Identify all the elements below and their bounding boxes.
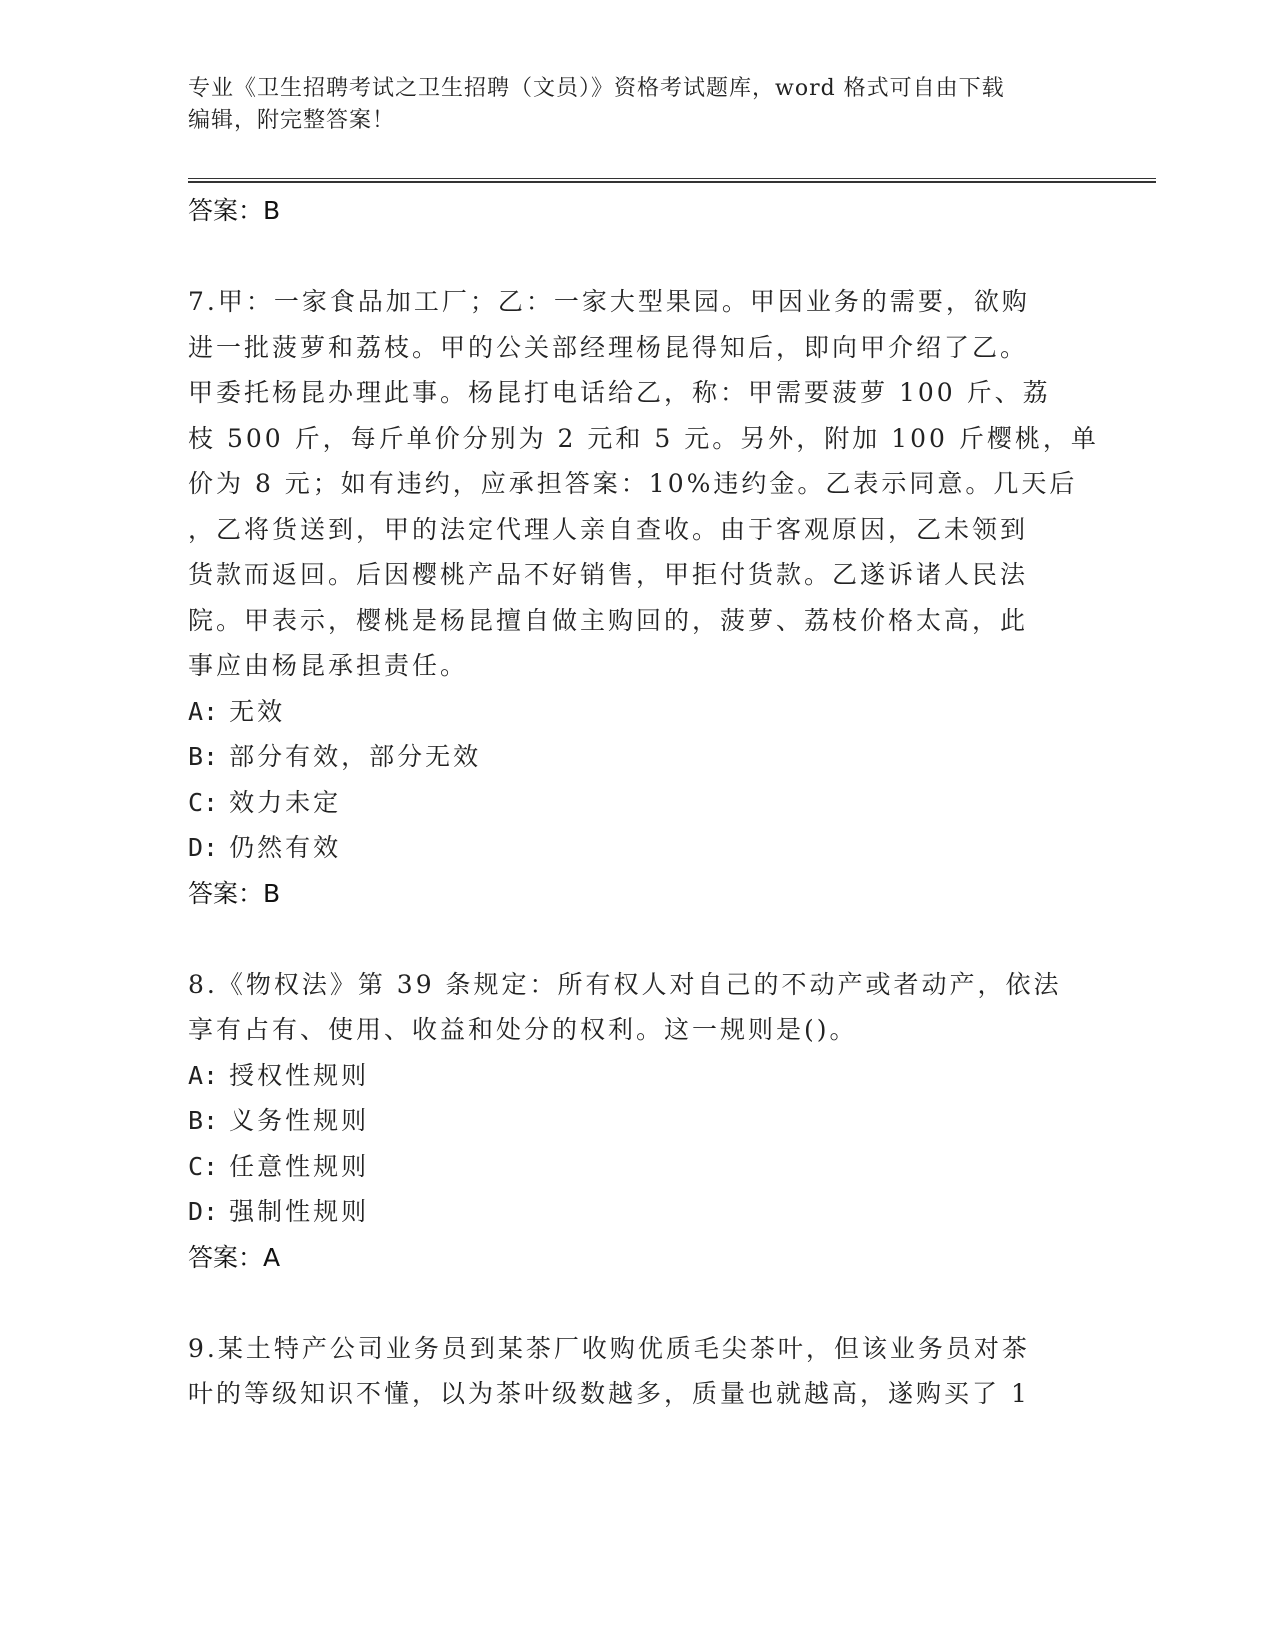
question-8-option-d [188,1189,1088,1235]
question-8-option-b [188,1098,1088,1144]
spacer [188,916,1088,962]
question-7-answer: 答案：B [188,878,281,908]
question-7-line-6: ，乙将货送到，甲的法定代理人亲自查收。由于客观原因，乙未领到 [188,514,1029,544]
option-letter: D: [188,1197,219,1226]
question-8-option-a [188,1053,1088,1099]
header-divider-thick [188,181,1156,183]
question-7-line-5: 价为 8 元；如有违约，应承担答案：10%违约金。乙表示同意。几天后 [188,469,1078,498]
header-divider-thin [188,178,1156,179]
question-8 [188,962,1088,1280]
question-7-line-2: 进一批菠萝和荔枝。甲的公关部经理杨昆得知后，即向甲介绍了乙。 [188,332,1029,362]
question-8-line-2: 享有占有、使用、收益和处分的权利。这一规则是()。 [188,1015,858,1044]
spacer [188,233,1088,279]
option-letter: A: [188,1060,219,1090]
header-line-2: 编辑，附完整答案！ [188,108,396,133]
option-text: 部分有效，部分无效 [229,742,482,771]
option-letter: D: [188,833,219,862]
question-7-option-c [188,780,1088,826]
question-7-option-d [188,825,1088,871]
option-text: 强制性规则 [229,1197,370,1226]
option-letter: C: [188,1151,219,1181]
question-7-line-1: 7.甲：一家食品加工厂；乙：一家大型果园。甲因业务的需要，欲购 [188,287,1030,316]
option-letter: A: [188,696,219,726]
option-letter: C: [188,787,219,817]
question-7-line-9: 事应由杨昆承担责任。 [188,651,469,680]
option-text: 授权性规则 [229,1060,370,1090]
question-9-line-1: 9.某土特产公司业务员到某茶厂收购优质毛尖茶叶，但该业务员对茶 [188,1333,1030,1363]
question-7-option-b [188,734,1088,780]
page-header [188,73,1088,137]
question-7-line-3: 甲委托杨昆办理此事。杨昆打电话给乙，称：甲需要菠萝 100 斤、荔 [188,378,1051,407]
option-letter: B: [188,742,219,771]
question-7-line-4: 枝 500 斤，每斤单价分别为 2 元和 5 元。另外，附加 100 斤樱桃，单 [188,423,1099,453]
question-7-line-7: 货款而返回。后因樱桃产品不好销售，甲拒付货款。乙遂诉诸人民法 [188,560,1029,589]
header-line-1: 专业《卫生招聘考试之卫生招聘（文员）》资格考试题库，word 格式可自由下载 [188,76,1005,101]
question-7-line-8: 院。甲表示，樱桃是杨昆擅自做主购回的，菠萝、荔枝价格太高，此 [188,605,1029,635]
question-9 [188,1326,1088,1417]
question-9-line-2: 叶的等级知识不懂，以为茶叶级数越多，质量也就越高，遂购买了 1 [188,1379,1030,1408]
question-7-option-a [188,689,1088,735]
option-text: 仍然有效 [229,833,342,862]
spacer [188,1280,1088,1326]
question-8-answer: 答案：A [188,1242,281,1272]
document-body [188,188,1099,1417]
option-text: 任意性规则 [229,1151,370,1181]
option-text: 无效 [229,696,286,726]
question-7 [188,279,1099,916]
option-letter: B: [188,1106,219,1135]
question-8-line-1: 8.《物权法》第 39 条规定：所有权人对自己的不动产或者动产，依法 [188,969,1062,999]
question-8-option-c [188,1144,1088,1190]
option-text: 义务性规则 [229,1106,370,1135]
previous-answer: 答案：B [188,196,281,225]
option-text: 效力未定 [229,787,342,817]
